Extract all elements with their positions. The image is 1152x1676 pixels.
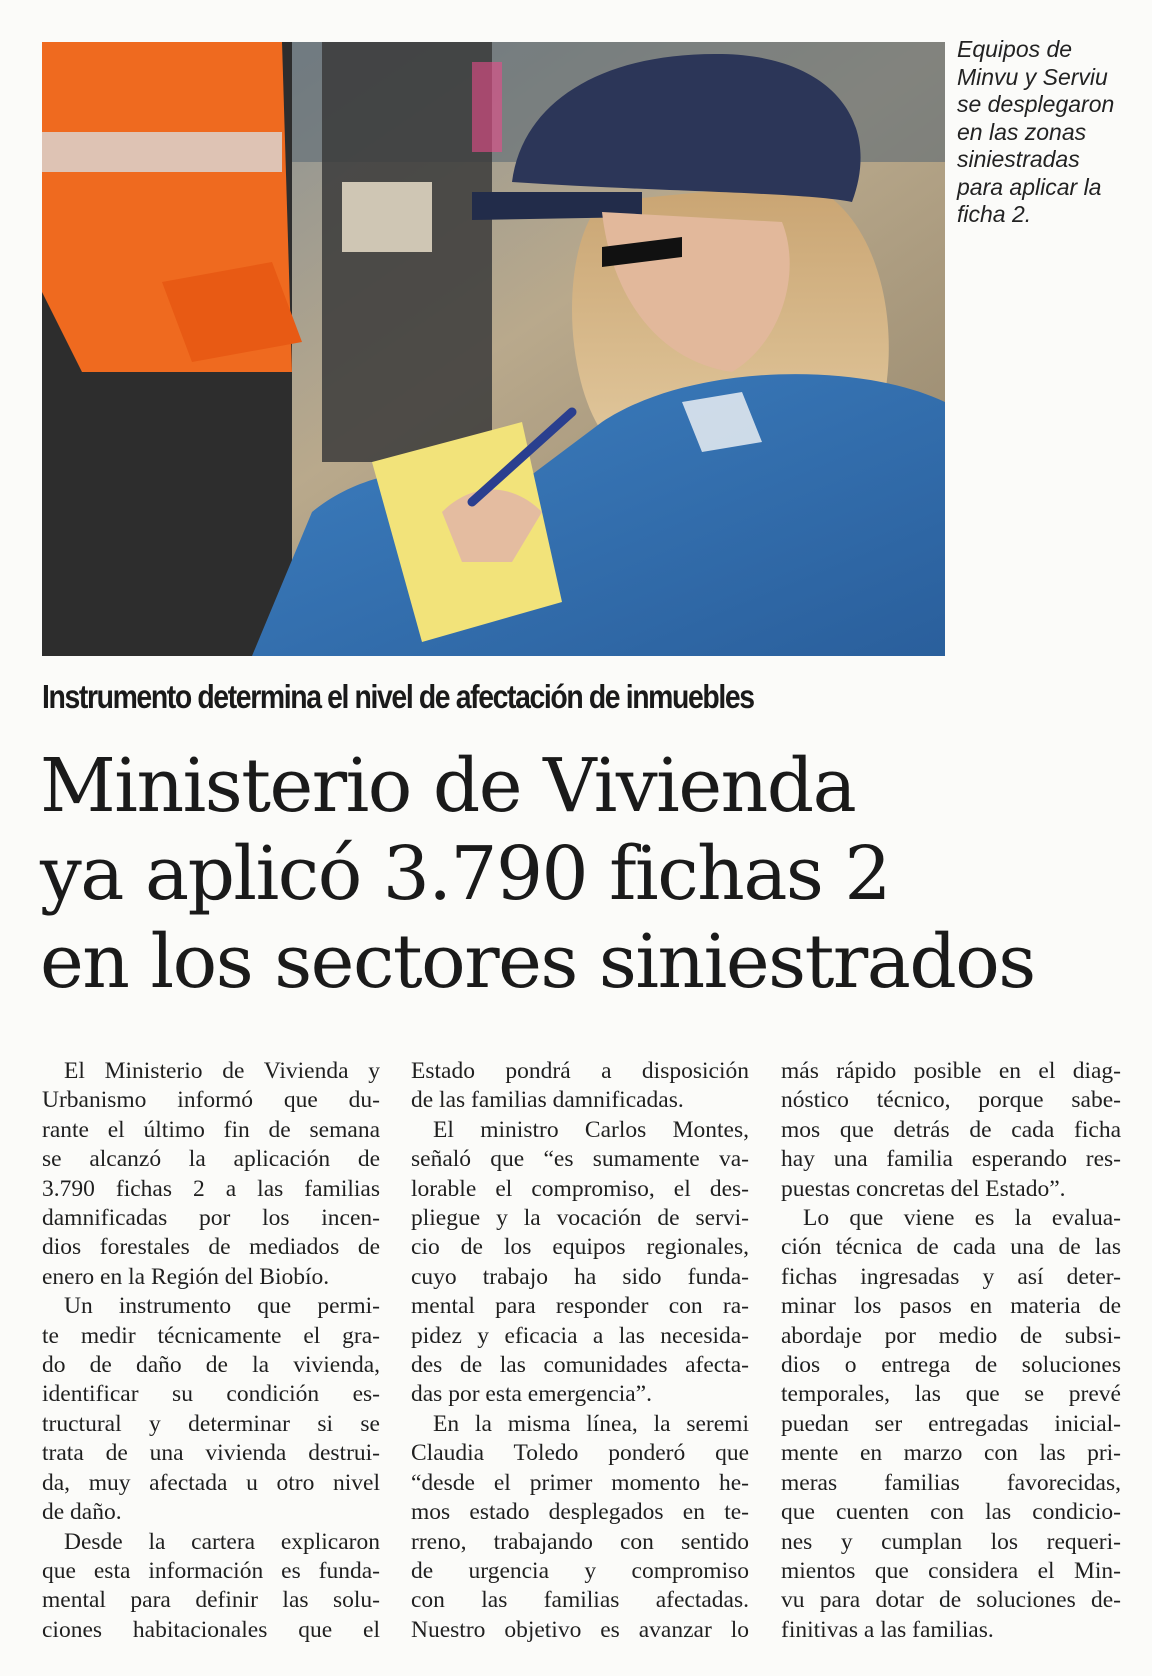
article-headline bbox=[40, 742, 1130, 1006]
body-line: ciones habitacionales que el bbox=[42, 1616, 380, 1643]
body-line: Nuestro objetivo es avanzar lo bbox=[411, 1616, 749, 1643]
article-photo bbox=[42, 42, 945, 656]
body-line: Desde la cartera explicaron bbox=[64, 1528, 380, 1555]
caption-line: Equipos de bbox=[957, 36, 1073, 62]
body-line: fichas ingresadas y así deter- bbox=[781, 1263, 1121, 1290]
article-column-2 bbox=[411, 1057, 749, 1645]
body-line: das por esta emergencia”. bbox=[411, 1381, 652, 1408]
body-line: damnificadas por los incen- bbox=[42, 1205, 380, 1232]
article-kicker: Instrumento determina el nivel de afectación de inmuebles bbox=[42, 678, 754, 715]
body-line: cuyo trabajo ha sido funda- bbox=[411, 1263, 749, 1290]
body-line: temporales, las que se prevé bbox=[781, 1381, 1121, 1408]
body-line: que esta información es funda- bbox=[42, 1557, 380, 1584]
body-line: Un instrumento que permi- bbox=[64, 1293, 380, 1320]
body-line: pliegue y la vocación de servi- bbox=[411, 1205, 749, 1232]
body-line: que cuenten con las condicio- bbox=[781, 1499, 1121, 1526]
body-line: da, muy afectada u otro nivel bbox=[42, 1469, 380, 1496]
body-line: hay una familia esperando res- bbox=[781, 1146, 1121, 1173]
body-line: Estado pondrá a disposición bbox=[411, 1058, 749, 1084]
caption-line: para aplicar la bbox=[957, 173, 1102, 200]
body-line: identificar su condición es- bbox=[42, 1381, 380, 1408]
body-line: de daño. bbox=[42, 1499, 122, 1526]
body-line: mental para definir las solu- bbox=[42, 1587, 380, 1614]
body-line: lorable el compromiso, el des- bbox=[411, 1175, 749, 1202]
body-line: El Ministerio de Vivienda y bbox=[64, 1058, 380, 1084]
body-line: vu para dotar de soluciones de- bbox=[781, 1587, 1121, 1614]
body-line: Claudia Toledo ponderó que bbox=[411, 1440, 749, 1467]
body-line: enero en la Región del Biobío. bbox=[42, 1263, 330, 1290]
article-column-1 bbox=[42, 1057, 380, 1645]
body-line: mos estado desplegados en te- bbox=[411, 1499, 749, 1526]
body-line: En la misma línea, la seremi bbox=[433, 1410, 749, 1437]
caption-line: siniestradas bbox=[957, 146, 1080, 172]
body-line: mental para responder con ra- bbox=[411, 1293, 749, 1320]
caption-line: Minvu y Serviu bbox=[957, 63, 1108, 90]
body-line: rante el último fin de semana bbox=[42, 1116, 380, 1143]
body-line: Urbanismo informó que du- bbox=[42, 1087, 380, 1114]
body-line: mente en marzo con las pri- bbox=[781, 1440, 1121, 1467]
body-line: finitivas a las familias. bbox=[781, 1616, 994, 1643]
body-line: de las familias damnificadas. bbox=[411, 1087, 684, 1114]
photo-illustration bbox=[42, 42, 945, 656]
body-line: “desde el primer momento he- bbox=[411, 1469, 749, 1496]
body-line: trata de una vivienda destrui- bbox=[42, 1440, 380, 1467]
headline-line: en los sectores siniestrados bbox=[40, 919, 1035, 1005]
headline-line: Ministerio de Vivienda bbox=[40, 743, 856, 829]
photo-caption bbox=[957, 36, 1137, 229]
caption-line: se desplegaron bbox=[957, 91, 1115, 117]
body-line: do de daño de la vivienda, bbox=[42, 1352, 380, 1379]
body-line: mientos que considera el Min- bbox=[781, 1557, 1121, 1584]
body-line: rreno, trabajando con sentido bbox=[411, 1528, 749, 1555]
body-line: meras familias favorecidas, bbox=[781, 1469, 1121, 1496]
body-line: dios o entrega de soluciones bbox=[781, 1352, 1121, 1379]
body-line: pidez y eficacia a las necesida- bbox=[411, 1322, 749, 1349]
caption-line: ficha 2. bbox=[957, 201, 1032, 227]
body-line: ción técnica de cada una de las bbox=[781, 1234, 1121, 1261]
body-line: tructural y determinar si se bbox=[42, 1410, 380, 1437]
body-line: dios forestales de mediados de bbox=[42, 1234, 380, 1261]
body-line: te medir técnicamente el gra- bbox=[42, 1322, 380, 1349]
caption-line: en las zonas bbox=[957, 118, 1087, 145]
body-line: señaló que “es sumamente va- bbox=[411, 1146, 749, 1173]
body-line: más rápido posible en el diag- bbox=[781, 1058, 1121, 1084]
body-line: se alcanzó la aplicación de bbox=[42, 1146, 380, 1173]
body-line: puestas concretas del Estado”. bbox=[781, 1175, 1066, 1202]
body-line: con las familias afectadas. bbox=[411, 1587, 749, 1614]
body-line: Lo que viene es la evalua- bbox=[803, 1205, 1121, 1232]
body-line: minar los pasos en materia de bbox=[781, 1293, 1121, 1320]
body-line: des de las comunidades afecta- bbox=[411, 1352, 749, 1379]
article-column-3 bbox=[781, 1057, 1121, 1645]
headline-line: ya aplicó 3.790 fichas 2 bbox=[40, 831, 891, 917]
body-line: nes y cumplan los requeri- bbox=[781, 1528, 1121, 1555]
body-line: de urgencia y compromiso bbox=[411, 1557, 749, 1584]
body-line: 3.790 fichas 2 a las familias bbox=[42, 1175, 380, 1202]
body-line: abordaje por medio de subsi- bbox=[781, 1322, 1121, 1349]
body-line: puedan ser entregadas inicial- bbox=[781, 1410, 1121, 1437]
body-line: cio de los equipos regionales, bbox=[411, 1234, 749, 1261]
body-line: El ministro Carlos Montes, bbox=[433, 1116, 749, 1143]
body-line: nóstico técnico, porque sabe- bbox=[781, 1087, 1121, 1114]
body-line: mos que detrás de cada ficha bbox=[781, 1116, 1121, 1143]
